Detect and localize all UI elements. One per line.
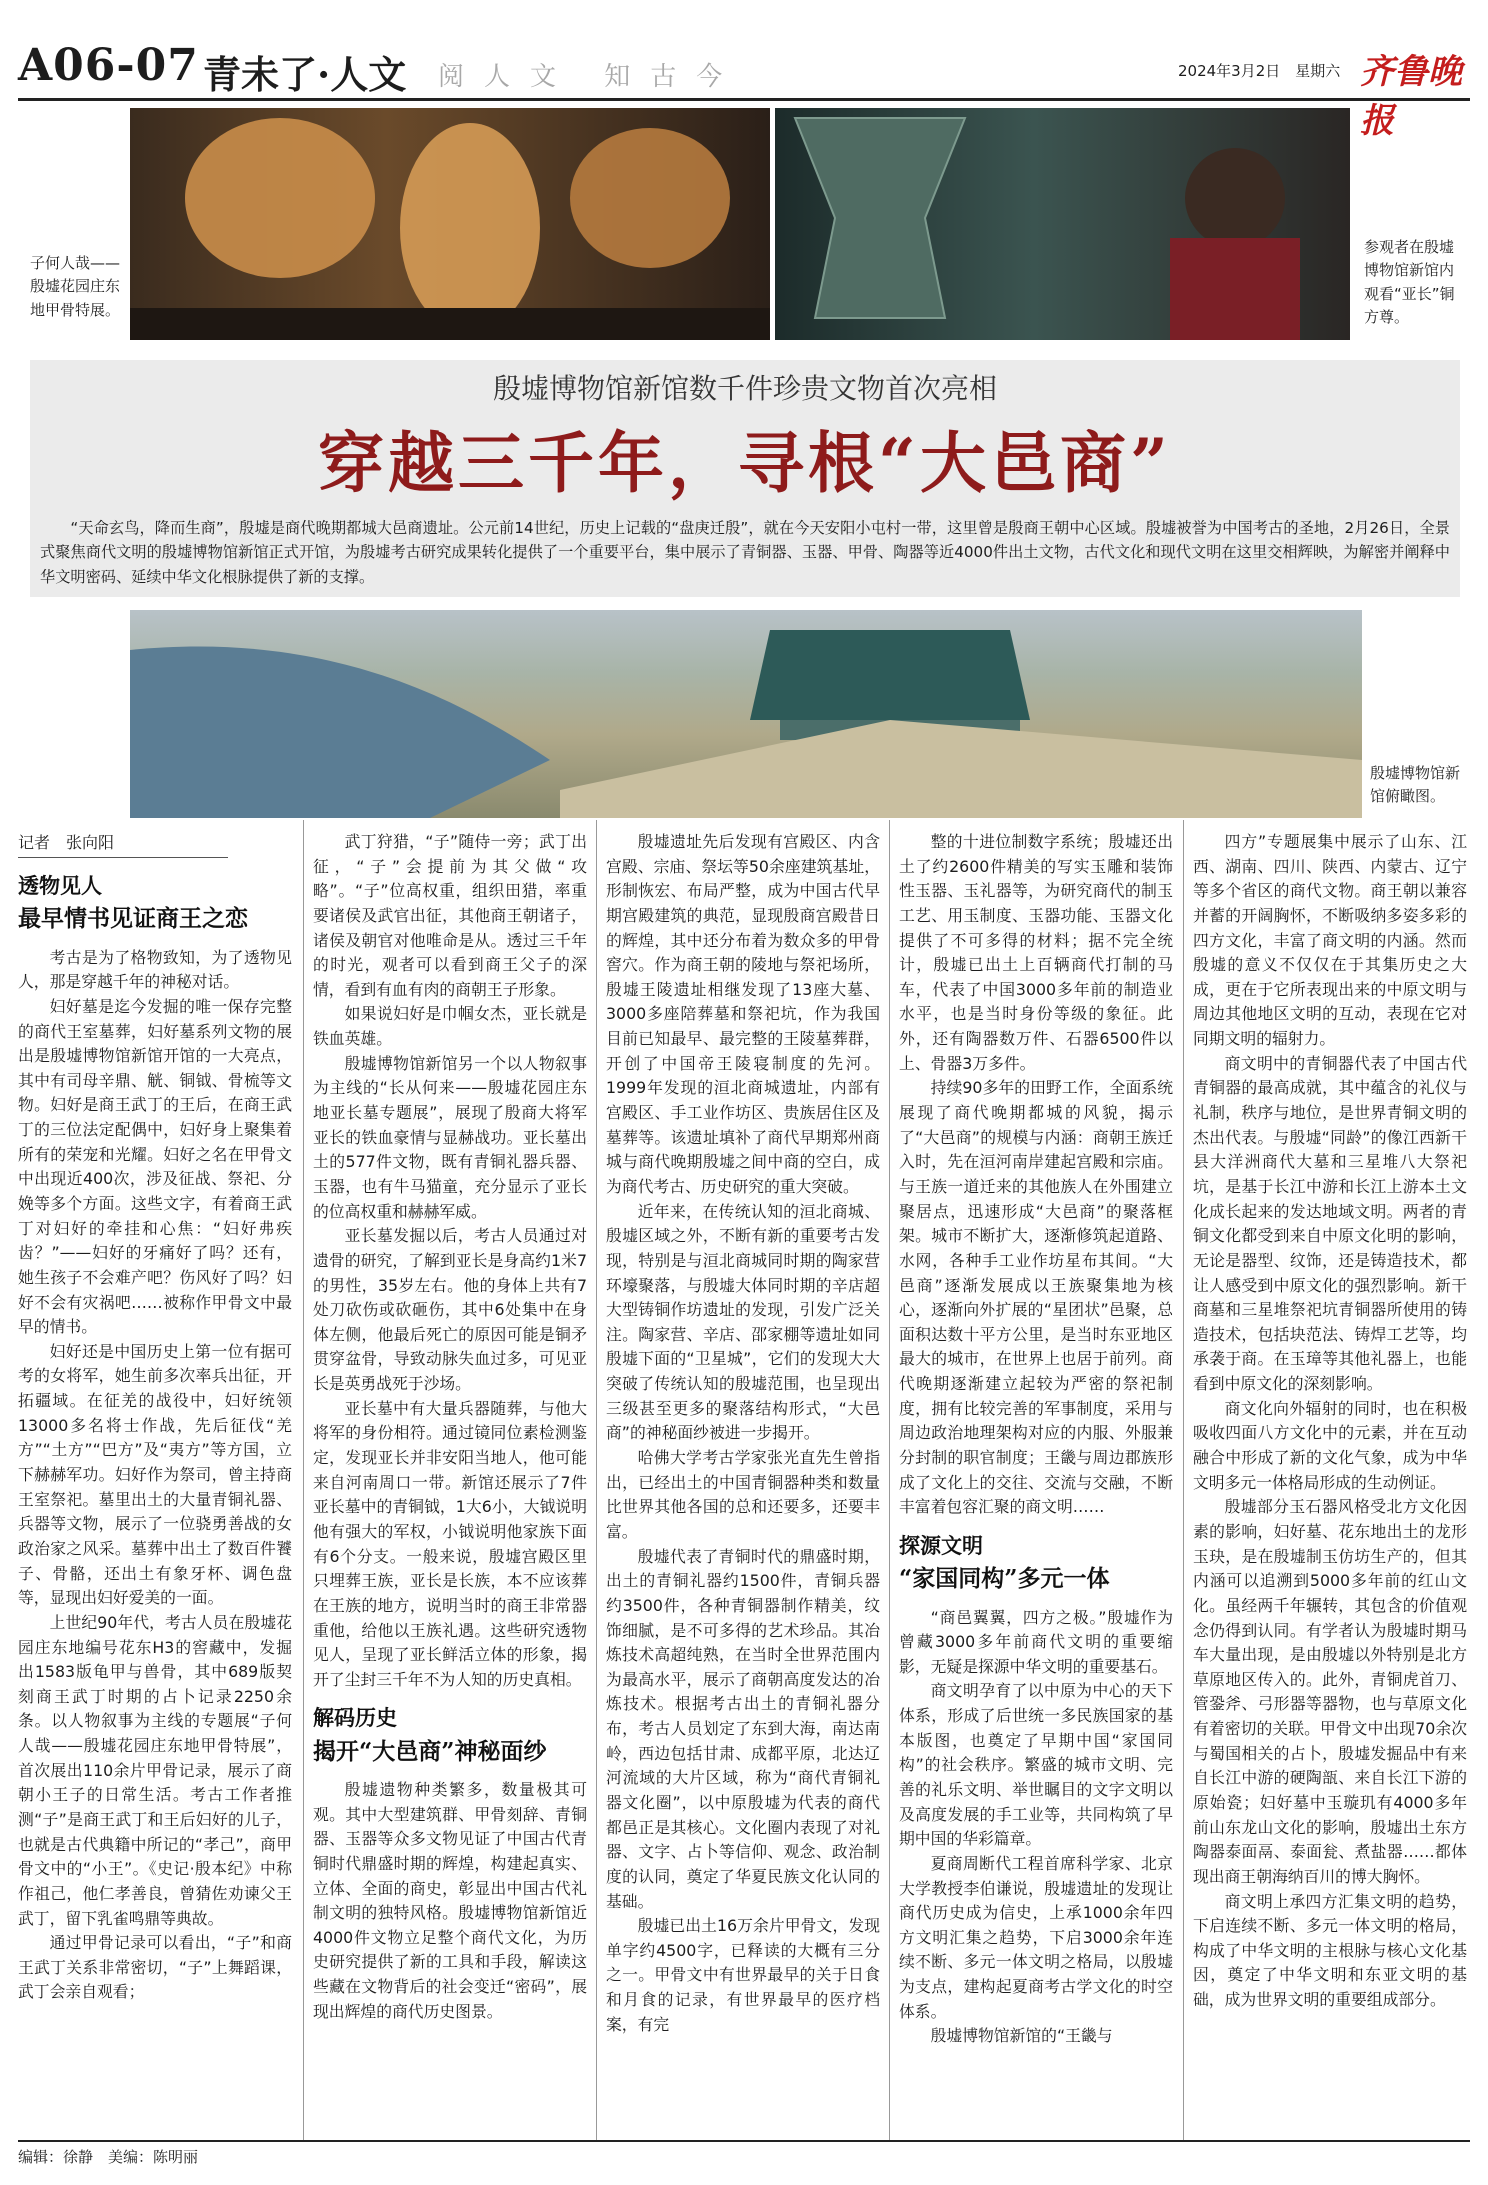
aerial-shapes [130,610,1362,818]
paragraph: 商文化向外辐射的同时，也在积极吸收四面八方文化中的元素，并在互动融合中形成了新的文化气象，成为中华文明多元一体格局形成的生动例证。 [1193,1398,1467,1492]
paragraph: 亚长墓中有大量兵器随葬，与他大将军的身份相符。通过镜同位素检测鉴定，发现亚长并非安阳当地人，他可能来自河南周口一带。新馆还展示了7件亚长墓中的青铜钺，1大6小，大钺说明他有强大的军权，小钺说明他家族下面有6个分支。一般来说，殷墟宫殿区里只埋葬王族，亚长是长族，本不应该葬在王族的地方，说明当时的商王非常器重他，给他以王族礼遇。这些研究透物见人，呈现了亚长鲜活立体的形象，揭开了尘封三千年不为人知的历史真相。 [313,1398,587,1689]
bronze-zun-shapes [775,108,1350,340]
oracle-bone-shapes [130,108,770,340]
reporter-byline: 记者 张向阳 [18,830,228,858]
bronze-zun-photo [775,108,1350,340]
paragraph: 哈佛大学考古学家张光直先生曾指出，已经出土的中国青铜器种类和数量比世界其他各国的总和还要多，还要丰富。 [606,1448,880,1541]
editor-credits: 编辑：徐静 美编：陈明丽 [18,2148,199,2166]
column-divider [889,820,890,2140]
subhead-3: 探源文明 [899,1533,983,1558]
paragraph: 殷墟博物馆新馆另一个以人物叙事为主线的“长从何来——殷墟花园庄东地亚长墓专题展”，展现了殷商大将军亚长的铁血豪情与显赫战功。亚长墓出土的577件文物，既有青铜礼器兵器、玉器，也有牛马猫童，充分显示了亚长的位高权重和赫赫军威。 [313,1053,587,1221]
paragraph: 妇好还是中国历史上第一位有据可考的女将军，她生前多次率兵出征，开拓疆域。在征羌的战役中，妇好统领13000多名将士作战，先后征伐“羌方”“土方”“巴方”及“夷方”等方国，立下赫赫军功。妇好作为祭司，曾主持商王室祭祀。墓里出土的大量青铜礼器、兵器等文物，展示了一位骁勇善战的女政治家之风采。墓葬中出土了数百件饕子、骨骼，还出土有象牙杯、调色盘等，显现出妇好爱美的一面。 [18,1341,292,1608]
paragraph: 商文明孕育了以中原为中心的天下体系，形成了后世统一多民族国家的基本版图，也奠定了早期中国“家国同构”的社会秩序。繁盛的城市文明、完善的礼乐文明、举世瞩目的文字文明以及高度发展的手工业等，共同构筑了早期中国的华彩篇章。 [899,1681,1173,1849]
subhead-3-title: “家国同构”多元一体 [899,1565,1110,1593]
article-column-2 [313,830,587,2024]
subhead-1: 透物见人 [18,874,102,898]
subhead-2: 解码历史 [313,1706,397,1731]
paragraph: 殷墟遗址先后发现有宫殿区、内含宫殿、宗庙、祭坛等50余座建筑基址，形制恢宏、布局严整，成为中国古代早期宫殿建筑的典范，显现殷商宫殿昔日的辉煌，其中还分布着为数众多的甲骨窖穴。作为商王朝的陵地与祭祀场所，殷墟王陵遗址相继发现了13座大墓、3000多座陪葬墓和祭祀坑，作为我国目前已知最早、最完整的王陵墓葬群，开创了中国帝王陵寝制度的先河。1999年发现的洹北商城遗址，内部有宫殿区、手工业作坊区、贵族居住区及墓葬等。该遗址填补了商代早期郑州商城与商代晚期殷墟之间中商的空白，成为商代考古、历史研究的重大突破。 [606,832,880,1196]
paragraph: 整的十进位制数字系统；殷墟还出土了约2600件精美的写实玉雕和装饰性玉器、玉礼器等，为研究商代的制玉工艺、用玉制度、玉器功能、玉器文化提供了不可多得的材料；据不完全统计，殷墟已出土上百辆商代打制的马车，代表了中国3000多年前的制造业水平，也是当时身份等级的象征。此外，还有陶器数万件、石器6500件以上、骨器3万多件。 [899,832,1173,1073]
article-column-1 [18,830,292,2005]
paragraph: 武丁狩猎，“子”随侍一旁；武丁出征，“子”会提前为其父做“攻略”。“子”位高权重，组织田猎，率重要诸侯及武官出征，其他商王朝诸子，诸侯及朝官对他唯命是从。透过三千年的时光，观者可以看到商王父子的深情，看到有血有肉的商朝王子形象。 [313,832,587,999]
paragraph: 通过甲骨记录可以看出，“子”和商王武丁关系非常密切，“子”上舞蹈课，武丁会亲自观看； [18,1933,292,2002]
paragraph: 殷墟博物馆新馆的“王畿与 [930,2026,1113,2046]
headline-kicker: 殷墟博物馆新馆数千件珍贵文物首次亮相 [492,372,997,405]
paragraph: “商邑翼翼，四方之极。”殷墟作为曾藏3000多年前商代文明的重要缩影，无疑是探源中华文明的重要基石。 [899,1607,1173,1676]
photo-caption-bottom: 殷墟博物馆新馆俯瞰图。 [1370,764,1461,806]
column-divider [1183,820,1184,2140]
paragraph: 上世纪90年代，考古人员在殷墟花园庄东地编号花东H3的窖藏中，发掘出1583版龟甲与兽骨，其中689版契刻商王武丁时期的占卜记录2250余条。以人物叙事为主线的专题展“子何人哉——殷墟花园庄东地甲骨特展”，首次展出110余片甲骨记录，展示了商朝小王子的日常生活。考古工作者推测“子”是商王武丁和王后妇好的儿子，也就是古代典籍中所记的“孝己”，商甲骨文中的“小王”。《史记·殷本纪》中称作祖己，他仁孝善良，曾猜佐劝谏父王武丁，留下乳雀鸣鼎等典故。 [18,1612,292,1928]
photo-caption-right: 参观者在殷墟博物馆新馆内观看“亚长”铜方尊。 [1364,238,1455,326]
page-number: A06-07 [18,40,199,91]
article-column-3 [606,830,880,2037]
paragraph: 妇好墓是迄今发掘的唯一保存完整的商代王室墓葬，妇好墓系列文物的展出是殷墟博物馆新馆开馆的一大亮点，其中有司母辛鼎、觥、铜钺、骨梳等文物。妇好是商王武丁的王后，在商王武丁的三位法定配偶中，妇好身上聚集着所有的荣宠和光耀。妇好之名在甲骨文中出现近400次，涉及征战、祭祀、分娩等多个方面。这些文字，有着商王武丁对妇好的牵挂和心焦：“妇好弗疾齿？”——妇好的牙痛好了吗？还有，她生孩子不会难产吧？伤风好了吗？妇好不会有灾祸吧……被称作甲骨文中最早的情书。 [18,996,292,1337]
issue-date: 2024年3月2日 星期六 [1178,62,1341,80]
paragraph: 商文明中的青铜器代表了中国古代青铜器的最高成就，其中蕴含的礼仪与礼制，秩序与地位，是世界青铜文明的杰出代表。与殷墟“同龄”的像江西新干县大洋洲商代大墓和三星堆八大祭祀坑，是基于长江中游和长江上游本土文化成长起来的发达地域文明。两者的青铜文化都受到来自中原文化明的影响，无论是器型、纹饰，还是铸造技术，都让人感受到中原文化的强烈影响。新干商墓和三星堆祭祀坑青铜器所使用的铸造技术，包括块范法、铸焊工艺等，均承袭于商。在玉璋等其他礼器上，也能看到中原文化的深刻影响。 [1193,1053,1467,1394]
paragraph: 殷墟部分玉石器风格受北方文化因素的影响，妇好墓、花东地出土的龙形玉玦，是在殷墟制玉仿坊生产的，但其内涵可以追溯到5000多年前的红山文化。虽经两千年辗转，其包含的价值观念仍得到认同。有学者认为殷墟时期马车大量出现，是由殷墟以外特别是北方草原地区传入的。此外，青铜虎首刀、管銎斧、弓形器等器物，也与草原文化有着密切的关联。甲骨文中出现70余次与蜀国相关的占卜，殷墟发掘品中有来自长江中游的硬陶瓿、来自长江下游的原始瓷；妇好墓中玉璇玑有4000多年前山东龙山文化的影响，殷墟出土东方陶器泰面鬲、泰面瓮、煮盐器……都体现出商王朝海纳百川的博大胸怀。 [1193,1497,1467,1886]
aerial-museum-photo [130,610,1362,818]
headline-title: 穿越三千年，寻根“大邑商” [318,424,1172,502]
article-column-5 [1193,830,1467,2013]
paragraph: 夏商周断代工程首席科学家、北京大学教授李伯谦说，殷墟遗址的发现让商代历史成为信史，上承1000余年四方文明汇集之趋势，下启3000余年连续不断、多元一体文明之格局，以殷墟为支点，建构起夏商考古学文化的时空体系。 [899,1853,1173,2021]
lead-paragraph: “天命玄鸟，降而生商”，殷墟是商代晚期都城大邑商遗址。公元前14世纪，历史上记载的“盘庚迁殷”，就在今天安阳小屯村一带，这里曾是殷商王朝中心区域。殷墟被誉为中国考古的圣地，2月26日，全景式聚焦商代文明的殷墟博物馆新馆正式开馆，为殷墟考古研究成果转化提供了一个重要平台，集中展示了青铜器、玉器、甲骨、陶器等近4000件出土文物，古代文化和现代文明在这里交相辉映，为解密并阐释中华文明密码、延续中华文化根脉提供了新的支撑。 [40,519,1450,586]
oracle-bone-photo [130,108,770,340]
photo-caption-left: 子何人哉——殷墟花园庄东地甲骨特展。 [29,254,120,319]
paragraph: 持续90多年的田野工作，全面系统展现了商代晚期都城的风貌，揭示了“大邑商”的规模与内涵：商朝王族迁入时，先在洹河南岸建起宫殿和宗庙。与王族一道迁来的其他族人在外围建立聚居点，迅速形成“大邑商”的聚落框架。城市不断扩大，逐渐修筑起道路、水网，各种手工业作坊星布其间。“大邑商”逐渐发展成以王族聚集地为核心，逐渐向外扩展的“星团状”邑聚，总面积达数十平方公里，是当时东亚地区最大的城市，在世界上也居于前列。商代晚期逐渐建立起较为严密的祭祀制度，拥有比较完善的军事制度，采用与周边政治地理架构对应的内服、外服兼分封制的职官制度；王畿与周边郡族形成了文化上的交往、交流与交融，不断丰富着包容汇聚的商文明…… [899,1078,1173,1517]
column-divider [303,820,304,2140]
paragraph: 四方”专题展集中展示了山东、江西、湖南、四川、陕西、内蒙古、辽宁等多个省区的商代文物。商王朝以兼容并蓄的开阔胸怀，不断吸纳多姿多彩的四方文化，丰富了商文明的内涵。然而殷墟的意义不仅仅在于其集历史之大成，更在于它所表现出来的中原文明与周边其他地区文明的互动，表现在它对同期文明的辐射力。 [1193,832,1467,1049]
paragraph: 近年来，在传统认知的洹北商城、殷墟区域之外，不断有新的重要考古发现，特别是与洹北商城同时期的陶家营环壕聚落，与殷墟大体同时期的辛店超大型铸铜作坊遗址的发现，引发广泛关注。陶家营、辛店、邵家棚等遗址如同殷墟下面的“卫星城”，它们的发现大大突破了传统认知的殷墟范围，也呈现出三级甚至更多的聚落结构形式，“大邑商”的神秘面纱被进一步揭开。 [606,1201,880,1443]
header-rule [18,98,1470,101]
footer-rule [18,2140,1470,2142]
subhead-2-title: 揭开“大邑商”神秘面纱 [313,1737,547,1765]
paragraph: 亚长墓发掘以后，考古人员通过对遗骨的研究，了解到亚长是身高约1米7的男性，35岁左右。他的身体上共有7处刀砍伤或砍砸伤，其中6处集中在身体左侧，他最后死亡的原因可能是铜矛贯穿盆骨，导致动脉失血过多，可见亚长是英勇战死于沙场。 [313,1226,587,1394]
paragraph: 殷墟代表了青铜时代的鼎盛时期，出土的青铜礼器约1500件，青铜兵器约3500件，各种青铜器制作精美，纹饰细腻，是不可多得的艺术珍品。其冶炼技术高超纯熟，在当时全世界范围内为最高水平，展示了商朝高度发达的冶炼技术。根据考古出土的青铜礼器分布，考古人员划定了东到大海，南达南岭，西边包括甘肃、成都平原，北达辽河流域的大片区域，称为“商代青铜礼器文化圈”，以中原殷墟为代表的商代都邑正是其核心。文化圈内表现了对礼器、文字、占卜等信仰、观念、政治制度的认同，奠定了华夏民族文化认同的基础。 [606,1546,880,1911]
newspaper-logo: 齐鲁晚报 [1360,52,1462,141]
section-title: 青未了·人文 [203,52,407,97]
article-column-4 [899,830,1173,2049]
section-subtitle: 阅人文 知古今 [438,62,743,92]
column-divider [596,820,597,2140]
paragraph: 商文明上承四方汇集文明的趋势，下启连续不断、多元一体文明的格局，构成了中华文明的主根脉与核心文化基因，奠定了中华文明和东亚文明的基础，成为世界文明的重要组成部分。 [1193,1891,1467,2010]
paragraph: 考古是为了格物致知，为了透物见人，那是穿越千年的神秘对话。 [18,947,292,992]
subhead-1-title: 最早情书见证商王之恋 [18,905,248,933]
paragraph: 如果说妇好是巾帼女杰，亚长就是铁血英雄。 [313,1004,587,1049]
paragraph: 殷墟遗物种类繁多，数量极其可观。其中大型建筑群、甲骨刻辞、青铜器、玉器等众多文物见证了中国古代青铜时代鼎盛时期的辉煌，构建起真实、立体、全面的商史，彰显出中国古代礼制文明的独特风格。殷墟博物馆新馆近4000件文物立足整个商代文化，为历史研究提供了新的工具和手段，解读这些藏在文物背后的社会变迁“密码”，展现出辉煌的商代历史图景。 [313,1780,587,2021]
paragraph: 殷墟已出土16万余片甲骨文，发现单字约4500字，已释读的大概有三分之一。甲骨文中有世界最早的关于日食和月食的记录，有世界最早的医疗档案，有完 [606,1916,880,2034]
